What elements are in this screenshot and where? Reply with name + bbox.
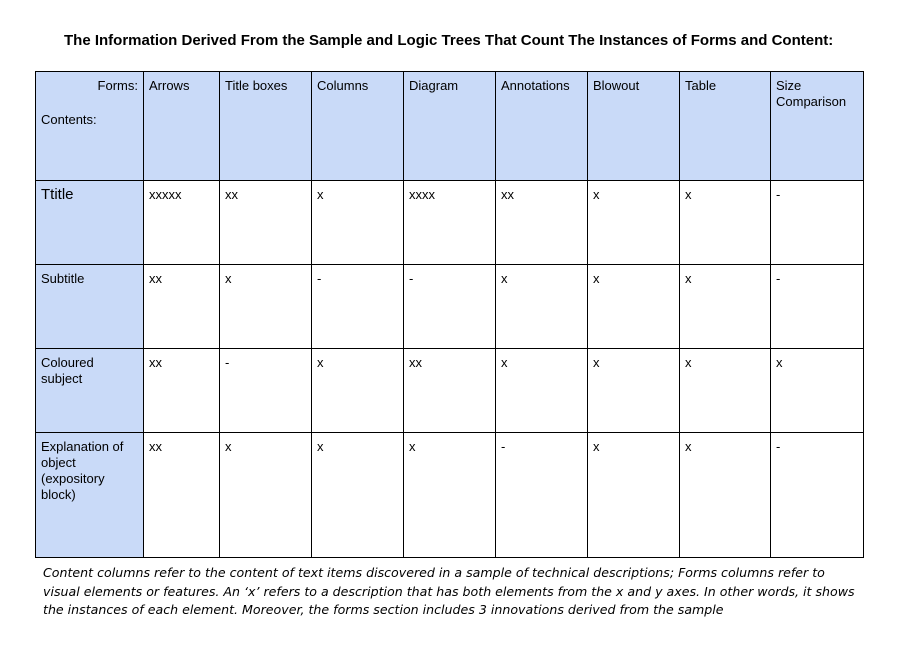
table-row xyxy=(36,265,864,349)
table-cell: x xyxy=(220,265,312,349)
table-cell: - xyxy=(496,433,588,558)
row-header: Ttitle xyxy=(36,181,144,265)
table-cell: xx xyxy=(144,433,220,558)
column-header: Table xyxy=(680,72,771,181)
table-cell: - xyxy=(771,265,864,349)
table-cell: x xyxy=(588,349,680,433)
table-cell: xx xyxy=(404,349,496,433)
table-cell: xx xyxy=(144,349,220,433)
column-header: Blowout xyxy=(588,72,680,181)
table-cell: - xyxy=(404,265,496,349)
table-cell: - xyxy=(220,349,312,433)
forms-axis-label: Forms: xyxy=(97,78,138,93)
table-cell: x xyxy=(680,433,771,558)
table-cell: x xyxy=(680,349,771,433)
table-row xyxy=(36,181,864,265)
table-cell: x xyxy=(496,349,588,433)
table-cell: x xyxy=(312,181,404,265)
table-cell: xxxxx xyxy=(144,181,220,265)
table-cell: x xyxy=(680,265,771,349)
table-cell: x xyxy=(680,181,771,265)
column-header: Columns xyxy=(312,72,404,181)
table-cell: x xyxy=(771,349,864,433)
table-corner-cell xyxy=(36,72,144,181)
table-row xyxy=(36,349,864,433)
table-cell: x xyxy=(588,181,680,265)
table-cell: xx xyxy=(496,181,588,265)
table-cell: x xyxy=(220,433,312,558)
table-cell: x xyxy=(588,265,680,349)
column-header: Annotations xyxy=(496,72,588,181)
table-cell: x xyxy=(588,433,680,558)
table-cell: xx xyxy=(220,181,312,265)
table-row xyxy=(36,433,864,558)
column-header: Size Comparison xyxy=(771,72,864,181)
table-cell: x xyxy=(496,265,588,349)
document-title: The Information Derived From the Sample and Logic Trees That Count The Instances of Forms and Content: xyxy=(64,32,834,49)
contents-axis-label: Contents: xyxy=(41,112,97,127)
column-header: Diagram xyxy=(404,72,496,181)
table-cell: x xyxy=(404,433,496,558)
row-header: Coloured subject xyxy=(36,349,144,433)
table-cell: - xyxy=(771,433,864,558)
table-cell: - xyxy=(312,265,404,349)
column-header: Arrows xyxy=(144,72,220,181)
column-header: Title boxes xyxy=(220,72,312,181)
table-cell: - xyxy=(771,181,864,265)
table-cell: x xyxy=(312,433,404,558)
table-cell: xxxx xyxy=(404,181,496,265)
row-header: Explanation of object (expository block) xyxy=(36,433,144,558)
forms-content-table xyxy=(35,71,864,558)
table-caption: Content columns refer to the content of text items discovered in a sample of technical descriptions; Forms columns refer to visual elements or features. An ‘x’ refers to a description that has both elements from the x and y axes. In other words, it shows the instances of each element. Moreover, the forms section includes 3 innovations derived from the sample xyxy=(43,565,855,617)
table-header-row xyxy=(36,72,864,181)
row-header: Subtitle xyxy=(36,265,144,349)
table-cell: x xyxy=(312,349,404,433)
table-cell: xx xyxy=(144,265,220,349)
